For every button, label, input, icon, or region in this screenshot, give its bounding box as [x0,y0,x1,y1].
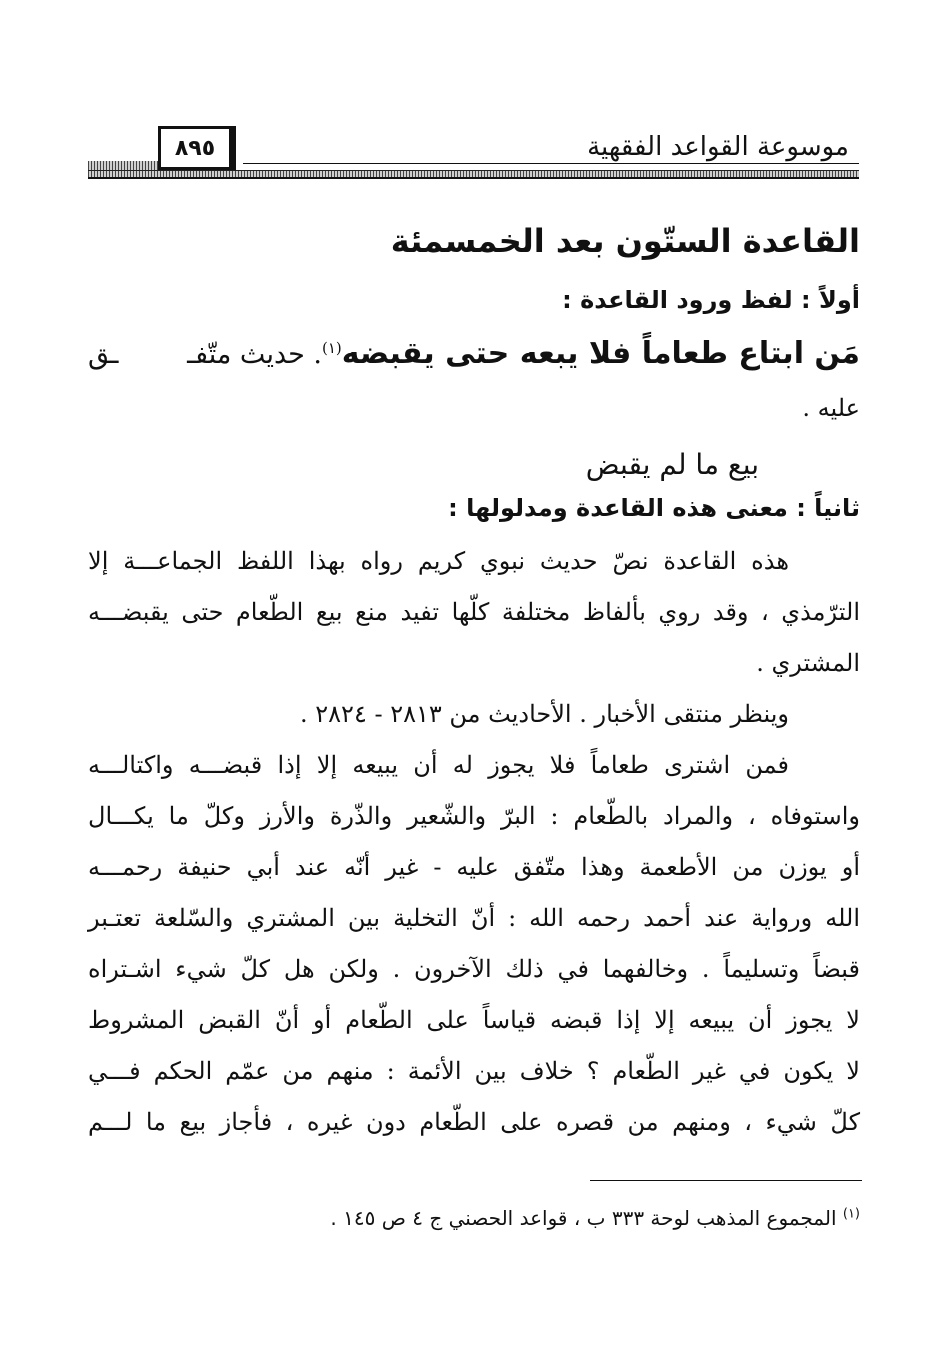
body-line: قبضاً وتسليماً . وخالفهما في ذلك الآخرون . ولكن هل كلّ شيء اشـتراه [88,955,860,983]
rule-term: بيع ما لم يقبض [585,448,759,481]
body-line: كلّ شيء ، ومنهم من قصره على الطّعام دون غيره ، فأجاز بيع ما لـــم [88,1108,860,1136]
maxim-start [187,336,860,371]
section-heading-wording: أولاً : لفظ ورود القاعدة : [562,286,860,314]
maxim-line [88,336,860,371]
header-rule [88,170,859,179]
maxim-footnote-marker: (١) [322,339,342,357]
footnote-separator [590,1180,862,1181]
body-line: لا يكون في غير الطّعام ؟ خلاف بين الأئمة : منهم من عمّم الحكم فـــي [88,1057,860,1085]
footnote [330,1206,860,1230]
page-number: ٨٩٥ [174,135,216,161]
maxim-source: . حديث متّفـ [187,339,322,370]
body-line: هذه القاعدة نصّ حديث نبوي كريم رواه بهذا اللفظ الجماعـــة إلا [88,547,789,575]
body-line: الله ورواية عند أحمد رحمه الله : أنّ التخلية بين المشتري والسّلعة تعتـبر [88,904,860,932]
body-line: وينظر منتقى الأخبار . الأحاديث من ٢٨١٣ - ٢٨٢٤ . [300,700,789,728]
maxim-text: مَن ابتاع طعاماً فلا يبعه حتى يقبضه [341,336,860,371]
body-line: لا يجوز أن يبيعه إلا إذا قبضه قياساً على الطّعام أو أنّ القبض المشروط [88,1006,860,1034]
body-line: فمن اشترى طعاماً فلا يجوز له أن يبيعه إلا إذا قبضـــه واكتالـــه [88,751,789,779]
running-title: موسوعة القواعد الفقهية [587,132,849,162]
section-heading-meaning: ثانياً : معنى هذه القاعدة ومدلولها : [448,494,860,522]
maxim-continuation: عليه . [802,394,860,422]
body-line: أو يوزن من الأطعمة وهذا متّفق عليه - غير أنّه عند أبي حنيفة رحمـــه [88,853,860,881]
chapter-title: القاعدة الستّون بعد الخمسمئة [390,222,860,260]
maxim-source-tail: ـق [88,339,119,370]
body-line: المشتري . [756,649,860,677]
page-number-box [158,126,236,170]
body-line: واستوفاه ، والمراد بالطّعام : البرّ والشّعير والذّرة والأرز وكلّ ما يكـــال [88,802,860,830]
body-line: الترّمذي ، وقد روي بألفاظ مختلفة كلّها تفيد منع بيع الطّعام حتى يقبضـــه [88,598,860,626]
header-rule-pattern [88,161,158,170]
footnote-text: المجموع المذهب لوحة ٣٣٣ ب ، قواعد الحصني ج ٤ ص ١٤٥ . [330,1206,837,1230]
footnote-marker: (١) [842,1206,860,1222]
